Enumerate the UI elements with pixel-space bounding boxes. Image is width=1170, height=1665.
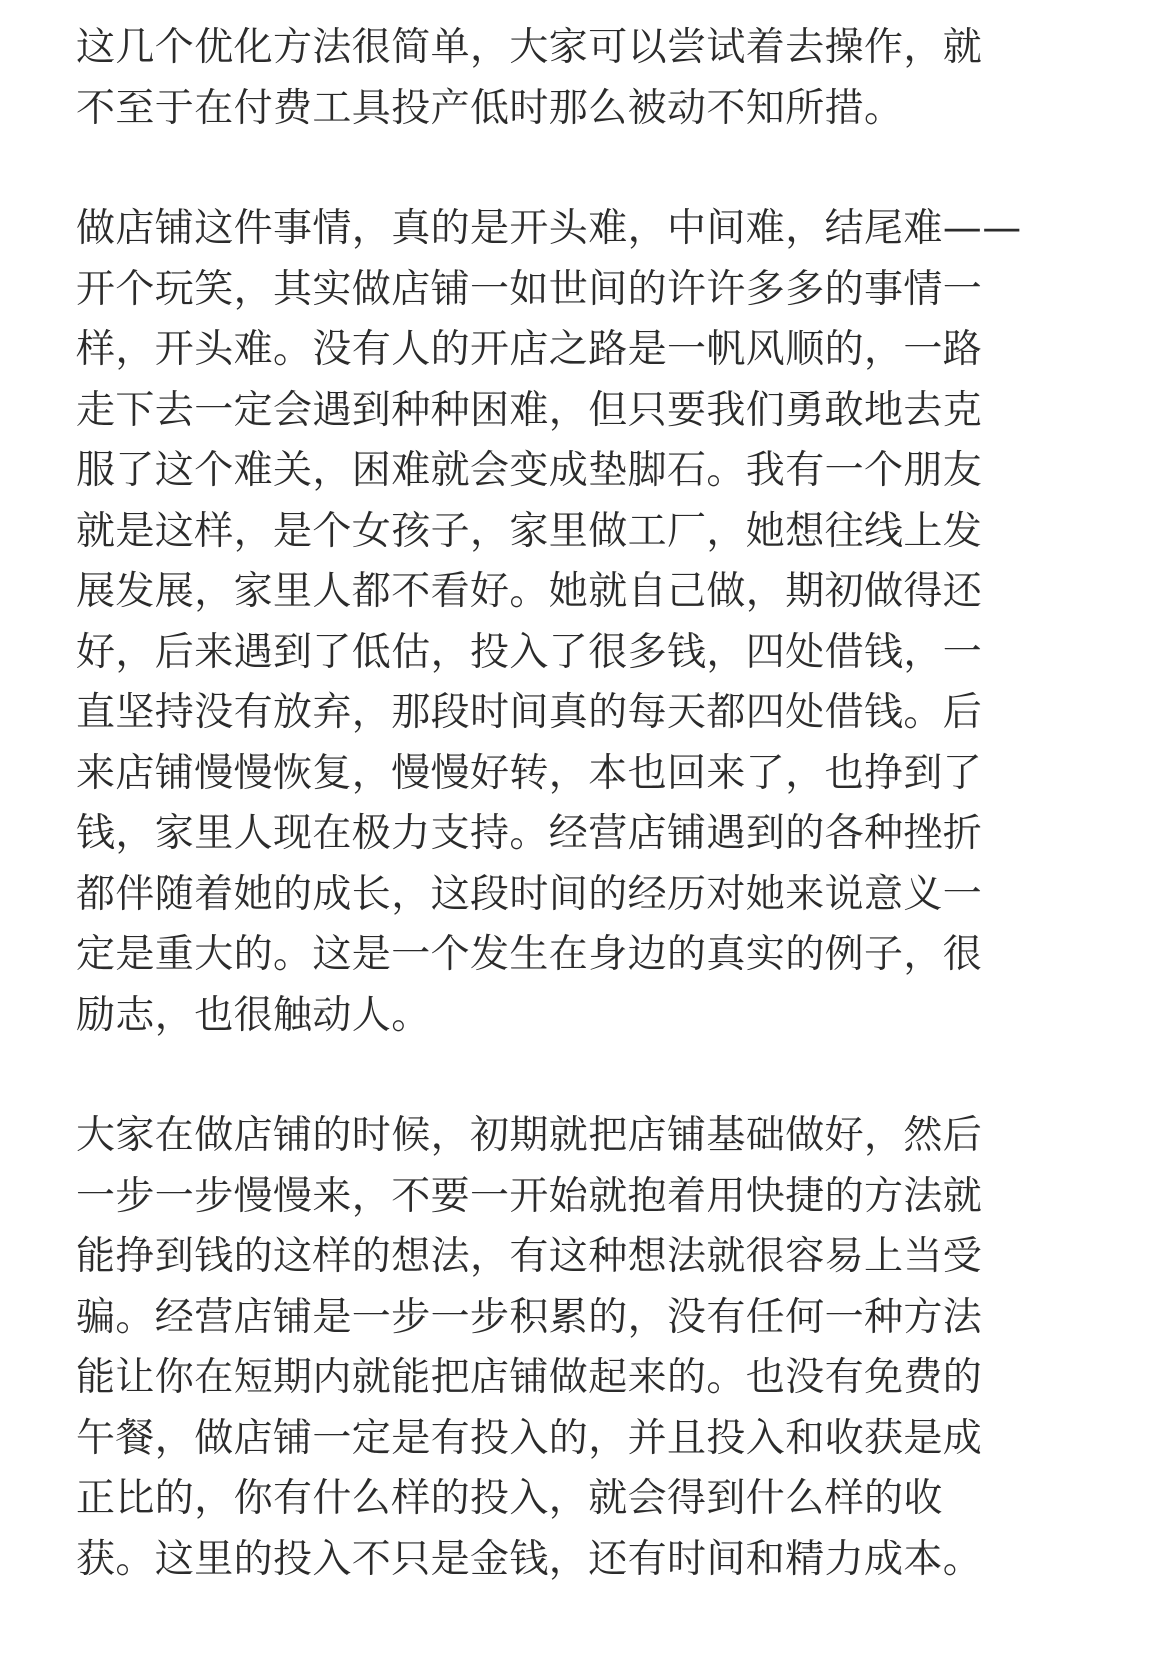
- article-body: [76, 18, 1096, 1590]
- paragraph-advice: 大家在做店铺的时候，初期就把店铺基础做好，然后 一步一步慢慢来，不要一开始就抱着用快捷的方法就 能挣到钱的这样的想法，有这种想法就很容易上当受 骗。经营店铺是一步一步积累的，没有任何一种方法 能让你在短期内就能把店铺做起来的。也没有免费的 午餐，做店铺一定是有投入的，并且投入和收获是成 正比的，你有什么样的投入，就会得到什么样的收 获。这里的投入不只是金钱，还有时间和精力成本。: [76, 1113, 983, 1582]
- paragraph-friend-story: 做店铺这件事情，真的是开头难，中间难，结尾难—— 开个玩笑，其实做店铺一如世间的许许多多的事情一 样，开头难。没有人的开店之路是一帆风顺的，一路 走下去一定会遇到种种困难，但只要我们勇敢地去克 服了这个难关，困难就会变成垫脚石。我有一个朋友 就是这样，是个女孩子，家里做工厂，她想往线上发 展发展，家里人都不看好。她就自己做，期初做得还 好，后来遇到了低估，投入了很多钱，四处借钱，一 直坚持没有放弃，那段时间真的每天都四处借钱。后 来店铺慢慢恢复，慢慢好转，本也回来了，也挣到了 钱，家里人现在极力支持。经营店铺遇到的各种挫折 都伴随着她的成长，这段时间的经历对她来说意义一 定是重大的。这是一个发生在身边的真实的例子，很 励志，也很触动人。: [76, 206, 1022, 1038]
- paragraph-optimization-summary: 这几个优化方法很简单，大家可以尝试着去操作，就 不至于在付费工具投产低时那么被动不知所措。: [76, 25, 983, 131]
